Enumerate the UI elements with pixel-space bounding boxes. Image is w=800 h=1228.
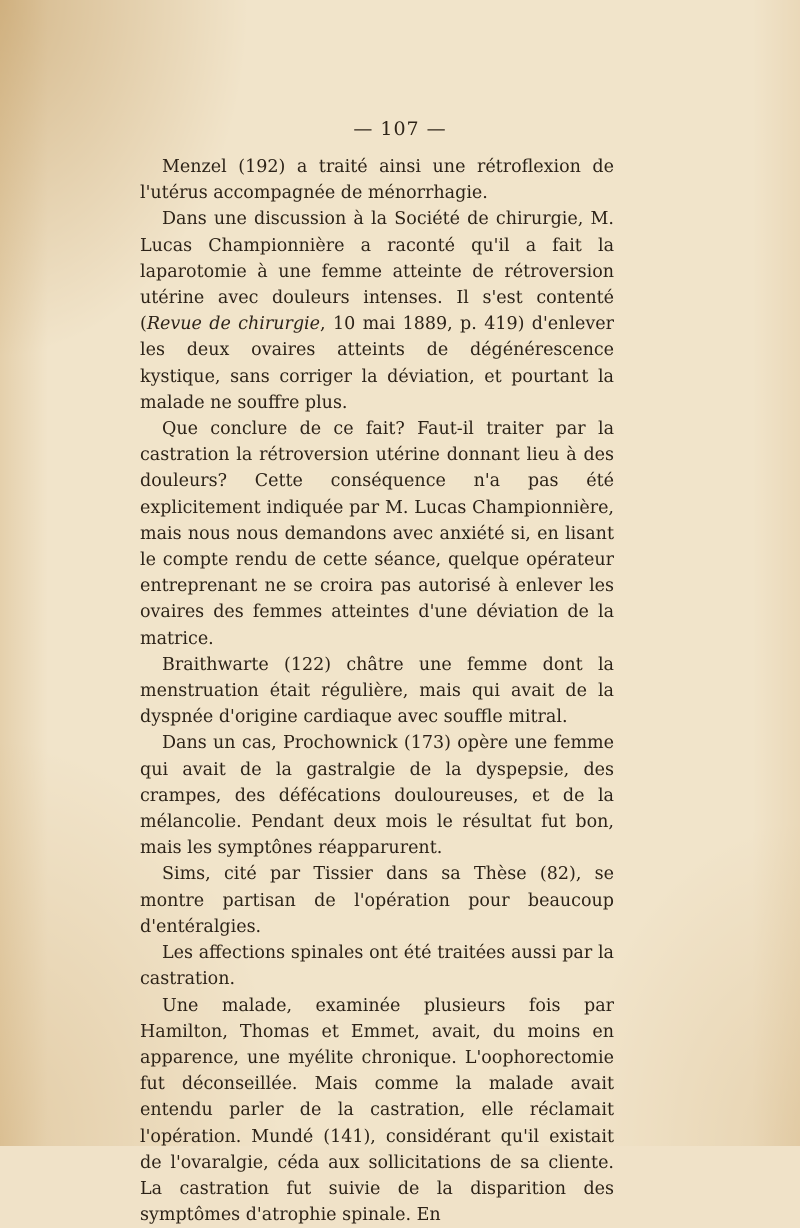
paragraph-conclusion: Que conclure de ce fait? Faut-il traiter par la castration la rétroversion utérine donnant lieu à des douleurs? Cette conséquence n'a pas été explicitement indiquée par M. Lucas Championnière, mais nous nous demandons avec anxiété si, en lisant le compte rendu de cette séance, quelque opérateur entreprenant ne se croira pas autorisé à enlever les ovaires des femmes atteintes d'une déviation de la matrice. (140, 416, 614, 652)
paragraph-championniere-end: , 10 mai 1889, p. 419) d'enlever les deux ovaires atteints de dégénérescence kystique, sans corriger la déviation, et pourtant la malade ne souffre plus. (140, 314, 614, 413)
paragraph-hamilton: Une malade, examinée plusieurs fois par Hamilton, Thomas et Emmet, avait, du moins en apparence, une myélite chronique. L'oophorectomie fut déconseillée. Mais comme la malade avait entendu parler de la castration, elle réclamait l'opération. Mundé (141), considérant qu'il existait de l'ovaralgie, céda aux sollicitations de sa cliente. La castration fut suivie de la disparition des symptômes d'atrophie spinale. En (140, 993, 614, 1228)
body-text (140, 154, 614, 1228)
paragraph-championniere-start: Dans une discussion à la Société de chirurgie, M. Lucas Championnière a raconté qu'il a fait la laparotomie à une femme atteinte de rétroversion utérine avec douleurs intenses. Il s'est contenté ( (140, 209, 614, 334)
page-number: — 107 — (0, 118, 800, 140)
paragraph-menzel: Menzel (192) a traité ainsi une rétroflexion de l'utérus accompagnée de ménorrhagie. (140, 154, 614, 206)
paragraph-spinal: Les affections spinales ont été traitées aussi par la castration. (140, 940, 614, 992)
paragraph-braithwarte: Braithwarte (122) châtre une femme dont la menstruation était régulière, mais qui avait de la dyspnée d'origine cardiaque avec souffle mitral. (140, 652, 614, 731)
paragraph-prochownick: Dans un cas, Prochownick (173) opère une femme qui avait de la gastralgie de la dyspepsie, des crampes, des défécations douloureuses, et de la mélancolie. Pendant deux mois le résultat fut bon, mais les symptônes réapparurent. (140, 730, 614, 861)
paragraph-championniere (140, 206, 614, 416)
paragraph-sims: Sims, cité par Tissier dans sa Thèse (82), se montre partisan de l'opération pour beaucoup d'entéralgies. (140, 861, 614, 940)
citation-title: Revue de chirurgie (147, 314, 320, 334)
